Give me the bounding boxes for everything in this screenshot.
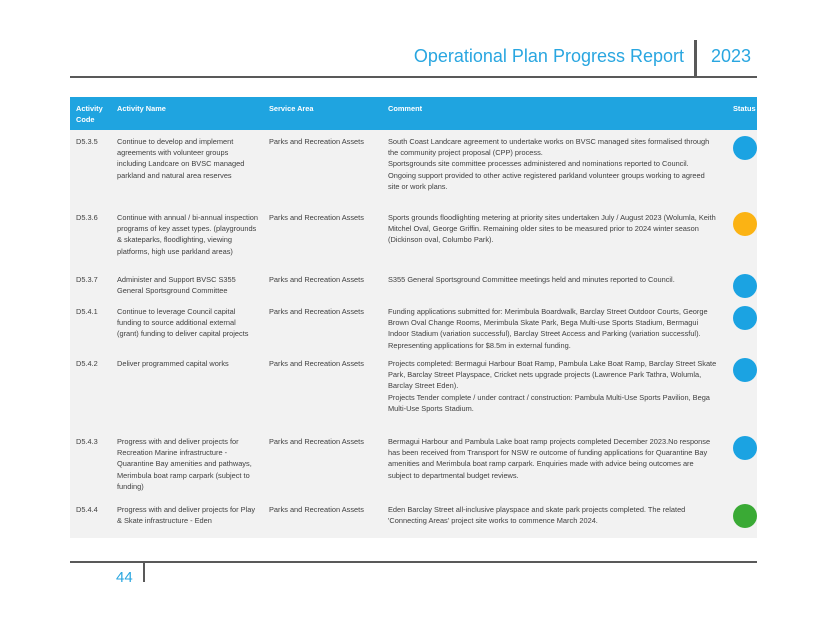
- footer-rule: [70, 561, 757, 563]
- service-area-cell: Parks and Recreation Assets: [269, 359, 364, 368]
- table-row: [70, 268, 757, 300]
- table-row: [70, 206, 757, 268]
- activity-code-cell: D5.4.4: [76, 505, 98, 514]
- activity-name-cell: Deliver programmed capital works: [117, 359, 229, 368]
- header-status: Status: [733, 104, 756, 113]
- comment-cell: Sports grounds floodlighting metering at priority sites undertaken July / August 2023 (Wolumla, Keith Mitchel Oval, George Griffin. Remaining older sites to be measured prior to 2024 winter season (Dickinson oval, Columbo Park).: [388, 213, 716, 245]
- table-header-row: [70, 97, 757, 130]
- activity-name-cell: Continue with annual / bi-annual inspection programs of key asset types. (playgrounds & skateparks, floodlighting, viewing platforms, high use parkland areas): [117, 213, 258, 256]
- status-cell: [727, 206, 757, 268]
- status-cell: [727, 498, 757, 538]
- status-indicator: [733, 358, 757, 382]
- activity-code-cell: D5.4.1: [76, 307, 98, 316]
- status-cell: [727, 130, 757, 206]
- table-row: [70, 430, 757, 498]
- comment-cell: South Coast Landcare agreement to undertake works on BVSC managed sites formalised through the community project proposal (CPP) process. Sportsgrounds site committee processes administered and nominations reported to Council. Ongoing support provided to other active registered parkland volunteer groups working to agreed site or work plans.: [388, 137, 710, 191]
- page-number-divider: [143, 563, 145, 582]
- activity-code-cell: D5.4.3: [76, 437, 98, 446]
- activity-name-cell: Administer and Support BVSC S355 General Sportsground Committee: [117, 275, 236, 296]
- activity-code-cell: D5.3.6: [76, 213, 98, 222]
- comment-cell: Funding applications submitted for: Merimbula Boardwalk, Barclay Street Outdoor Courts, George Brown Oval Change Rooms, Merimbula Skate Park, Bega Multi-use Sports Stadium, Bermagui Indoor Stadium (variation successful), Barclay Street Access and Parking (variation successful). Representing applications for $8.5m in external funding.: [388, 307, 708, 350]
- status-indicator: [733, 436, 757, 460]
- table-row: [70, 352, 757, 430]
- activity-code-cell: D5.4.2: [76, 359, 98, 368]
- page-number: 44: [116, 569, 133, 586]
- comment-cell: Eden Barclay Street all-inclusive playspace and skate park projects completed. The related 'Connecting Areas' project site works to commence March 2024.: [388, 505, 686, 526]
- service-area-cell: Parks and Recreation Assets: [269, 307, 364, 316]
- comment-cell: S355 General Sportsground Committee meetings held and minutes reported to Council.: [388, 275, 675, 284]
- service-area-cell: Parks and Recreation Assets: [269, 437, 364, 446]
- header-service-area: Service Area: [269, 104, 314, 113]
- table-row: [70, 300, 757, 352]
- service-area-cell: Parks and Recreation Assets: [269, 505, 364, 514]
- activity-name-cell: Progress with and deliver projects for Play & Skate infrastructure - Eden: [117, 505, 256, 526]
- header-activity-code: Activity Code: [76, 104, 103, 125]
- service-area-cell: Parks and Recreation Assets: [269, 213, 364, 222]
- header-activity-name: Activity Name: [117, 104, 166, 113]
- status-indicator: [733, 274, 757, 298]
- comment-cell: Projects completed: Bermagui Harbour Boat Ramp, Pambula Lake Boat Ramp, Barclay Street Skate Park, Barclay Street Playspace, Cricket nets upgrade projects (Lawrence Park Tathra, Wolumla, Barclay Street Eden). Projects Tender complete / under contract / construction: Pambula Multi-Use Sports Pavilion, Bega Multi-Use Sports Stadium.: [388, 359, 717, 413]
- status-indicator: [733, 306, 757, 330]
- operational-plan-table: [70, 97, 757, 538]
- status-cell: [727, 352, 757, 430]
- table-row: [70, 498, 757, 538]
- activity-code-cell: D5.3.5: [76, 137, 98, 146]
- activity-name-cell: Continue to leverage Council capital funding to source additional external (grant) funding to deliver capital projects: [117, 307, 249, 339]
- activity-name-cell: Progress with and deliver projects for Recreation Marine infrastructure - Quarantine Bay amenities and pathways, Merimbula boat ramp carpark (subject to funding): [117, 437, 252, 491]
- service-area-cell: Parks and Recreation Assets: [269, 275, 364, 284]
- activity-name-cell: Continue to develop and implement agreements with volunteer groups including Landcare on BVSC managed parkland and natural area reserves: [117, 137, 245, 180]
- status-cell: [727, 300, 757, 352]
- table-row: [70, 130, 757, 206]
- status-indicator: [733, 504, 757, 528]
- report-header: [70, 38, 757, 78]
- report-title: Operational Plan Progress Report: [413, 46, 684, 66]
- status-indicator: [733, 212, 757, 236]
- activity-code-cell: D5.3.7: [76, 275, 98, 284]
- status-indicator: [733, 136, 757, 160]
- service-area-cell: Parks and Recreation Assets: [269, 137, 364, 146]
- status-cell: [727, 268, 757, 300]
- title-divider: [694, 40, 697, 76]
- header-comment: Comment: [388, 104, 423, 113]
- status-cell: [727, 430, 757, 498]
- comment-cell: Bermagui Harbour and Pambula Lake boat ramp projects completed December 2023.No response has been received from Transport for NSW re outcome of funding applications for Quarantine Bay amenities and Merimbula boat ramp carpark. Enquiries made with advice being outcomes are subject to departmental budget reviews.: [388, 437, 711, 480]
- report-year: 2023: [710, 46, 751, 66]
